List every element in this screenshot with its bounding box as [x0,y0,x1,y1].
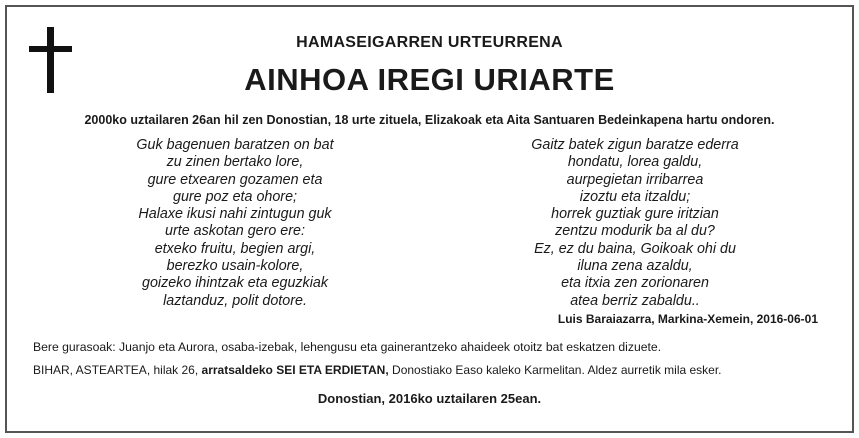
obituary-frame [5,5,854,433]
poem-line: horrek guztiak gure iritzian [551,206,719,223]
place-and-date: Donostian, 2016ko uztailaren 25ean. [317,391,542,406]
poem-line: hondatu, lorea galdu, [567,154,703,171]
poem-line: zu zinen bertako lore, [166,154,304,171]
funeral-details [33,363,722,377]
poem-line: Gaitz batek zigun baratze ederra [531,137,739,153]
poem-line: izoztu eta itzaldu; [579,188,691,205]
poem-line: etxeko fruitu, begien argi, [154,240,316,257]
poem-line: Halaxe ikusi nahi zintugun guk [138,206,332,223]
poem-line: berezko usain-kolore, [166,258,304,275]
poem-line: Guk bagenuen baratzen on bat [136,137,334,153]
poem-left-column [85,137,385,310]
funeral-time-text: arratsaldeko SEI ETA ERDIETAN, [201,363,389,377]
poem-line: eta itxia zen zorionaren [561,275,709,292]
family-request: Bere gurasoak: Juanjo eta Aurora, osaba-izebak, lehengusu eta gainerantzeko ahaideek otoitz bat eskatzen dizuete. [33,340,662,354]
poem-line: Ez, ez du baina, Goikoak ohi du [534,240,736,257]
poem-line: goizeko ihintzak eta eguzkiak [142,275,328,292]
poem-line: aurpegietan irribarrea [566,171,704,188]
poem-author: Luis Baraiazarra, Markina-Xemein, 2016-06-01 [557,312,818,326]
poem-line: laztanduz, polit dotore. [163,292,307,309]
poem-line: urte askotan gero ere: [165,223,305,240]
poem-line: atea berriz zabaldu.. [570,292,700,309]
poem-line: gure poz eta ohore; [173,188,297,205]
anniversary-subtitle: HAMASEIGARREN URTEURRENA [296,34,563,51]
poem-line: gure etxearen gozamen eta [147,171,323,188]
poem-line: iluna zena azaldu, [577,258,693,275]
funeral-date-text: BIHAR, ASTEARTEA, hilak 26, [33,363,202,377]
funeral-place-text: Donostiako Easo kaleko Karmelitan. Aldez aurretik mila esker. [388,363,722,377]
deceased-name: AINHOA IREGI URIARTE [244,62,615,97]
death-details: 2000ko uztailaren 26an hil zen Donostian, 18 urte zituela, Elizakoak eta Aita Santuaren Bedeinkapena hartu ondoren. [84,113,775,127]
poem-right-column [485,137,785,310]
poem-line: zentzu modurik ba al du? [555,223,715,240]
